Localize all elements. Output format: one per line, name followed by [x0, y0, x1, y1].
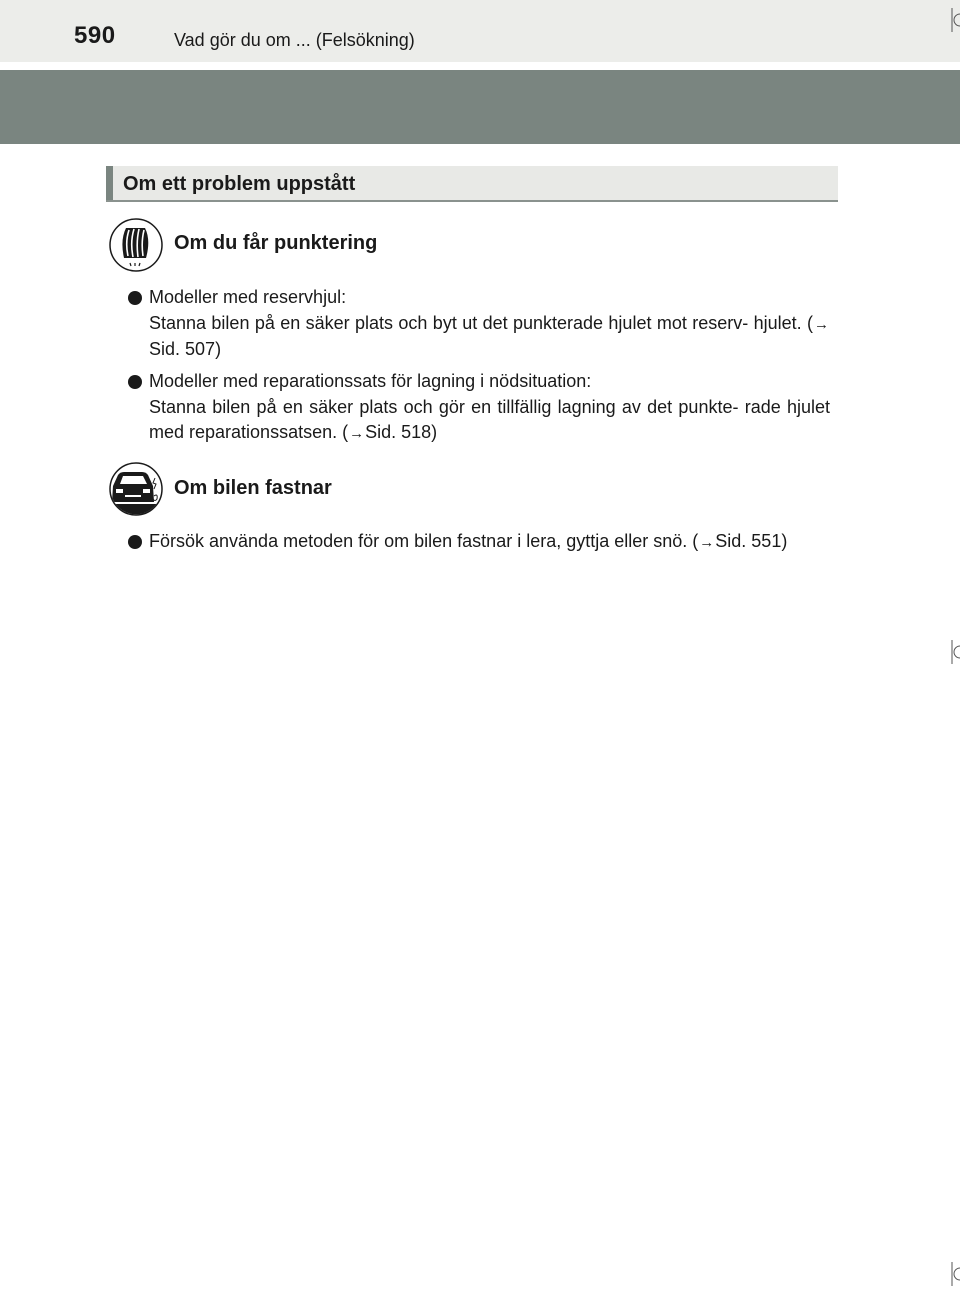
list-item: [126, 529, 830, 556]
page-number: 590: [74, 22, 116, 49]
item-text: Stanna bilen på en säker plats och gör en tillfällig lagning av det punkte- rade hjulet med reparationssatsen. (: [149, 396, 830, 442]
list-item: [126, 369, 830, 447]
page-reference[interactable]: Sid. 507: [149, 339, 216, 359]
crop-mark-icon: [944, 640, 960, 664]
section-header: [106, 166, 838, 202]
page-header: [0, 0, 960, 62]
item-tail: ): [431, 422, 438, 442]
arrow-right-icon: →: [814, 315, 829, 333]
bullet-icon: [128, 291, 142, 305]
item-tail: ): [215, 339, 222, 359]
section-title: Om ett problem uppstått: [123, 173, 356, 195]
item-text: Stanna bilen på en säker plats och byt ut det punkterade hjulet mot reserv- hjulet. (: [149, 312, 813, 333]
section-header-bar: [106, 166, 113, 200]
tire-icon: [109, 218, 163, 272]
item-text: Försök använda metoden för om bilen fastnar i lera, gyttja eller snö. (: [149, 531, 699, 551]
subsection-title-stuck-car: Om bilen fastnar: [174, 477, 332, 499]
bullet-icon: [128, 535, 142, 549]
item-tail: ): [781, 531, 788, 551]
page-reference[interactable]: Sid. 518: [365, 422, 432, 442]
arrow-right-icon: →: [349, 425, 365, 442]
item-lead: Modeller med reparationssats för lagning i nödsituation:: [149, 371, 592, 391]
page-reference[interactable]: Sid. 551: [715, 531, 782, 551]
header-band: [0, 70, 960, 144]
list-item: [126, 285, 830, 363]
arrow-right-icon: →: [699, 534, 715, 551]
item-lead: Modeller med reservhjul:: [149, 287, 347, 307]
chapter-title: Vad gör du om ... (Felsökning): [174, 30, 415, 50]
subsection-title-flat-tire: Om du får punktering: [174, 232, 378, 254]
stuck-car-icon: [109, 462, 163, 516]
crop-mark-icon: [944, 8, 960, 32]
crop-mark-icon: [944, 1262, 960, 1286]
bullet-icon: [128, 375, 142, 389]
